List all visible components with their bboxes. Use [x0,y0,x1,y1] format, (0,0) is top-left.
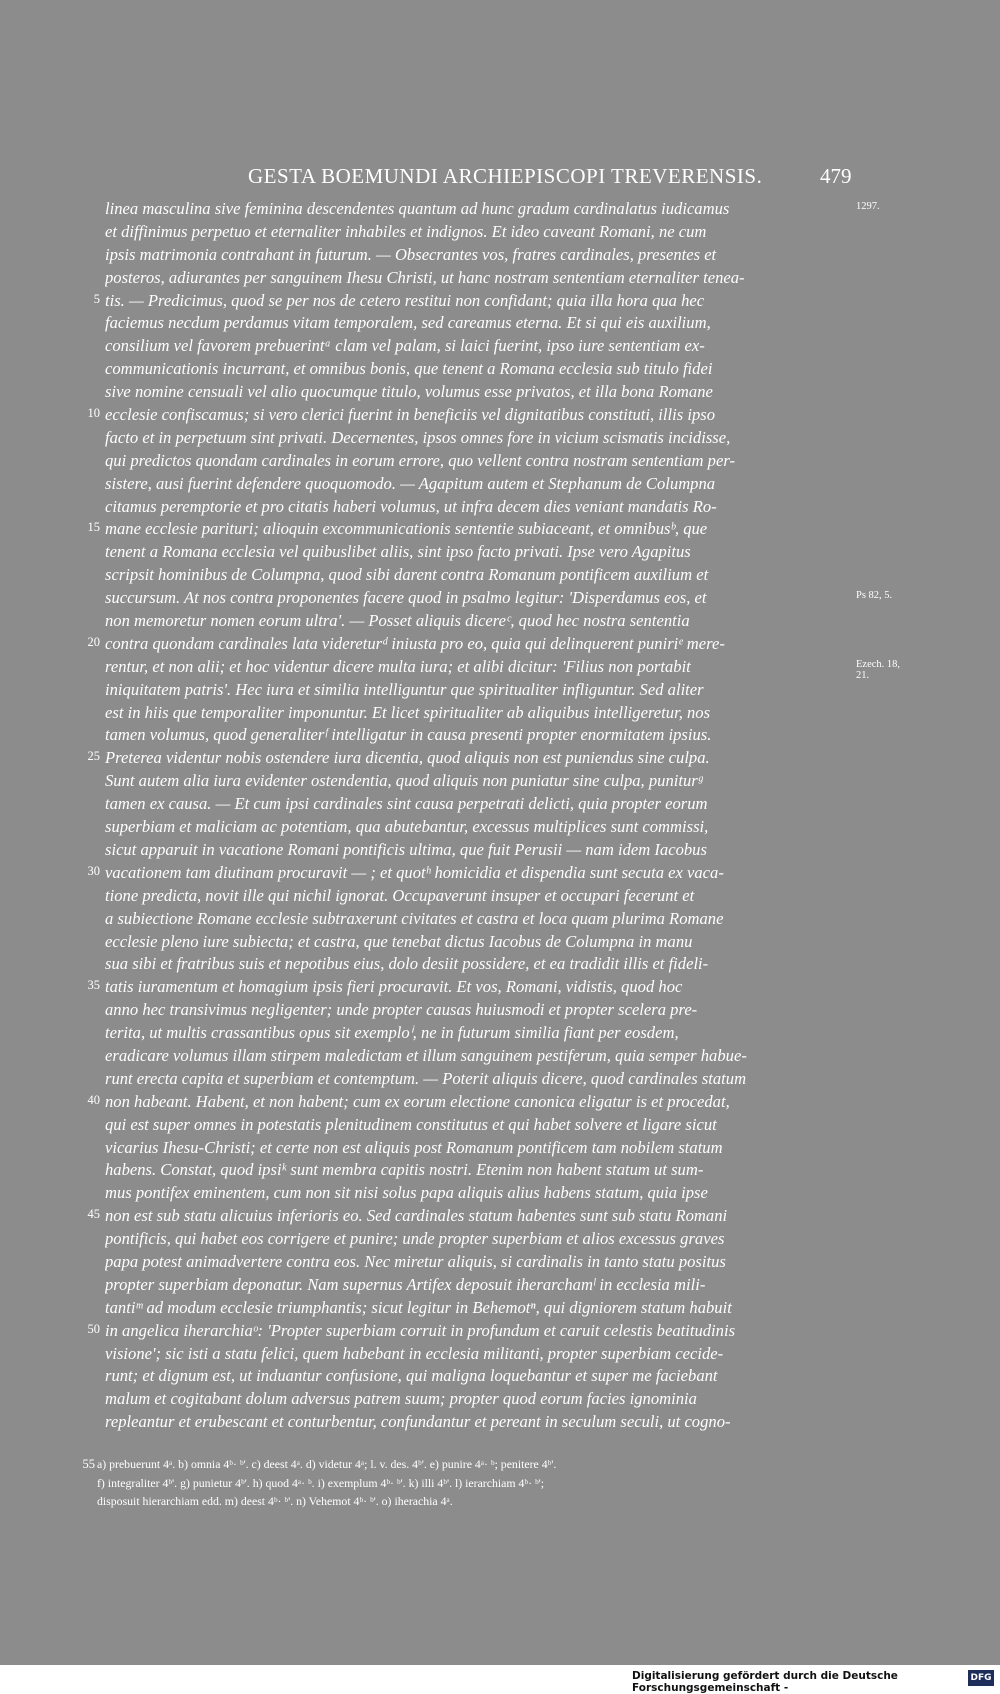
line-text: sistere, ausi fuerint defendere quoquomodo. — Agapitum autem et Stephanum de Columpna [105,473,716,493]
footnotes [0,1456,1000,1512]
line-number: 25 [87,749,100,764]
line-text: tatis iuramentum et homagium ipsis fieri procuravit. Et vos, Romani, vidistis, quod hoc [105,977,683,997]
line-number: 45 [87,1207,100,1222]
text-line [0,747,1000,770]
line-text: succursum. At nos contra proponentes facere quod in psalmo legitur: 'Disperdamus eos, et [105,588,707,608]
line-text: non memoretur nomen eorum ultra'. — Posset aliquis dicereᶜ, quod hec nostra sententia [105,611,690,631]
text-line [0,1228,1000,1251]
line-text: sive nomine censuali vel alio quocumque titulo, volumus esse privatos, et illa bona Romane [105,382,713,402]
margin-note: 1297. [856,201,880,212]
text-line [0,473,1000,496]
text-line [0,702,1000,725]
text-line [0,1411,1000,1434]
line-text: in angelica iherarchiaᵒ: 'Propter superbiam corruit in profundum et caruit celestis beatitudinis [105,1320,736,1340]
line-number: 10 [87,406,100,421]
footnote-text: f) integraliter 4ᵇ'. g) punietur 4ᵇ'. h) quod 4ᵃ· ᵇ. i) exemplum 4ᵇ· ᵇ'. k) illi 4ᵇ'. l) ierarchiam 4ᵇ· ᵇ'; [97,1475,544,1490]
line-text: scripsit hominibus de Columpna, quod sibi darent contra Romanum pontificem auxilium et [105,565,709,585]
line-text: non est sub statu alicuius inferioris eo. Sed cardinales statum habentes sunt sub statu Romani [105,1206,728,1226]
text-line [0,1068,1000,1091]
footnote-text: a) prebuerunt 4ᵃ. b) omnia 4ᵇ· ᵇ'. c) deest 4ᵃ. d) videtur 4ᵃ; l. v. des. 4ᵇ'. e) punire 4ᵃ· ᵇ; penitere 4ᵇ'. [97,1457,557,1471]
line-text: repleantur et erubescant et conturbentur, confundantur et pereant in seculum seculi, ut cogno- [105,1412,731,1432]
dfg-logo: DFG [968,1670,994,1686]
line-number: 55 [82,1457,95,1471]
line-text: malum et cogitabant dolum adversus patrem suum; propter quod eorum facies ignominia [105,1389,697,1409]
text-line [0,358,1000,381]
line-text: qui predictos quondam cardinales in eorum errore, quo vellent contra nostram sententiam per- [105,450,735,470]
text-line [0,885,1000,908]
line-number: 40 [87,1092,100,1107]
line-text: tamen volumus, quod generaliterᶠ intelligatur in causa presenti propter enormitatem ipsius. [105,725,712,745]
text-line [0,198,1000,221]
line-text: ecclesie pleno iure subiecta; et castra, que tenebat dictus Iacobus de Columpna in manu [105,931,693,951]
line-text: contra quondam cardinales lata videreturᵈ iniusta pro eo, quia qui delinquerent puniriᵉ mere- [105,633,725,653]
text-line [0,1182,1000,1205]
line-text: consilium vel favorem prebuerintᵃ clam vel palam, si laici fuerint, ipso iure sententiam ex- [105,336,705,356]
line-text: tione predicta, novit ille qui nichil ignorat. Occupaverunt insuper et occupari fecerunt et [105,885,695,905]
text-line [0,633,1000,656]
text-line [0,816,1000,839]
line-number: 30 [87,863,100,878]
text-line [0,999,1000,1022]
text-line [0,1274,1000,1297]
text-line [0,1251,1000,1274]
text-line [0,312,1000,335]
margin-note: Ps 82, 5. [856,590,893,602]
footnote-line [0,1493,1000,1512]
line-text: sua sibi et fratribus suis et nepotibus eius, dolo desiit possidere, et ea tradidit illis et fideli- [105,954,709,974]
text-line [0,541,1000,564]
text-line [0,427,1000,450]
line-text: mus pontifex eminentem, cum non sit nisi solus papa aliquis alius habens statum, quia ipse [105,1183,708,1203]
line-text: anno hec transivimus negligenter; unde propter causas huiusmodi et propter scelera pre- [105,1000,698,1020]
line-text: posteros, adiurantes per sanguinem Ihesu Christi, ut hanc nostram sententiam eternaliter tenea- [105,267,745,287]
text-line [0,496,1000,519]
line-text: superbiam et maliciam ac potentiam, qua abutebantur, excessus multiplices sunt commissi, [105,817,709,837]
line-text: et diffinimus perpetuo et eternaliter inhabiles et indignos. Et ideo caveant Romani, ne cum [105,221,707,241]
line-text: qui est super omnes in potestatis plenitudinem constitutus et qui habet solvere et ligare sicut [105,1114,717,1134]
footnote-line [0,1456,1000,1475]
text-line [0,908,1000,931]
text-line [0,1137,1000,1160]
line-text: mane ecclesie parituri; alioquin excommunicationis sententie subiaceant, et omnibusᵇ, que [105,519,708,539]
line-text: est in hiis que temporaliter imponuntur. Et licet spiritualiter ab aliquibus intelligeretur, nos [105,702,711,722]
text-line [0,381,1000,404]
line-text: habens. Constat, quod ipsiᵏ sunt membra capitis nostri. Etenim non habent statum ut sum- [105,1160,704,1180]
line-text: non habeant. Habent, et non habent; cum ex eorum electione canonica eligatur is et procedat, [105,1091,730,1111]
text-line [0,221,1000,244]
running-title: GESTA BOEMUNDI ARCHIEPISCOPI TREVERENSIS. [248,164,763,188]
line-text: tantiᵐ ad modum ecclesie triumphantis; sicut legitur in Behemotⁿ, qui digniorem statum habuit [105,1297,732,1317]
margin-note: Ezech. 18, 21. [856,658,901,681]
line-number: 5 [93,291,100,306]
line-number: 50 [87,1321,100,1336]
line-text: vacationem tam diutinam procuravit — ; et quotʰ homicidia et dispendia sunt secuta ex vaca- [105,862,724,882]
line-text: faciemus necdum perdamus vitam temporalem, sed careamus eterna. Et si qui eis auxilium, [105,313,711,333]
text-line [0,1343,1000,1366]
line-text: terita, ut multis crassantibus opus sit exemploⁱ, ne in futurum similia fiant per eosdem, [105,1023,679,1043]
text-line [0,518,1000,541]
text-line [0,1159,1000,1182]
text-line [0,1205,1000,1228]
text-line [0,953,1000,976]
line-text: citamus peremptorie et pro citatis haberi volumus, ut infra decem dies veniant mandatis Ro- [105,496,717,516]
line-text: ecclesie confiscamus; si vero clerici fuerint in beneficiis vel dignitatibus constituti, illis ipso [105,405,716,425]
line-number: 15 [87,520,100,535]
line-text: rentur, et non alii; et hoc videntur dicere multa iura; et alibi dicitur: 'Filius non portabit [105,656,691,676]
text-line [0,770,1000,793]
text-line [0,610,1000,633]
main-text [0,198,1000,1434]
text-line [0,1022,1000,1045]
line-text: ipsis matrimonia contrahant in futurum. — Obsecrantes vos, fratres cardinales, presentes et [105,244,717,264]
line-text: tenent a Romana ecclesia vel quibuslibet aliis, sint ipso facto privati. Ipse vero Agapitus [105,542,691,562]
line-text: communicationis incurrant, et omnibus bonis, que tenent a Romana ecclesia sub titulo fidei [105,359,713,379]
page-number: 479 [820,164,852,188]
text-line [0,1320,1000,1343]
line-text: runt erecta capita et superbiam et contemptum. — Poterit aliquis dicere, quod cardinales statum [105,1068,747,1088]
text-line [0,679,1000,702]
digitization-credit: Digitalisierung gefördert durch die Deutsche Forschungsgemeinschaft - [632,1670,898,1694]
text-line [0,839,1000,862]
text-line [0,793,1000,816]
text-line [0,1091,1000,1114]
text-line [0,976,1000,999]
running-header [0,164,1000,188]
line-text: linea masculina sive feminina descendentes quantum ad hunc gradum cardinalatus iudicamus [105,199,730,218]
text-line [0,1388,1000,1411]
line-text: tamen ex causa. — Et cum ipsi cardinales sint causa perpetrati delicti, quia propter eorum [105,794,708,814]
line-text: Preterea videntur nobis ostendere iura dicentia, quod aliquis non est puniendus sine culpa. [105,748,710,768]
line-text: runt; et dignum est, ut induantur confusione, qui maligna loquebantur et super me faciebant [105,1366,718,1386]
line-text: papa potest animadvertere contra eos. Nec miretur aliquis, si cardinalis in tanto statu positus [105,1251,726,1271]
line-text: eradicare volumus illam stirpem maledictam et illum sanguinem pestiferum, quia semper habue- [105,1045,747,1065]
text-line [0,267,1000,290]
text-line [0,290,1000,313]
text-line [0,335,1000,358]
text-line [0,1297,1000,1320]
line-text: tis. — Predicimus, quod se per nos de cetero restitui non confidant; quia illa hora qua hec [105,290,705,310]
line-number: 35 [87,978,100,993]
line-text: iniquitatem patris'. Hec iura et similia intelliguntur que spiritualiter infliguntur. Sed aliter [105,679,704,699]
line-text: Sunt autem alia iura evidenter ostendentia, quod aliquis non puniatur sine culpa, puniturᵍ [105,771,703,791]
text-line [0,656,1000,679]
text-line [0,1114,1000,1137]
line-number: 20 [87,634,100,649]
footnote-line [0,1475,1000,1494]
text-line [0,1045,1000,1068]
line-text: pontificis, qui habet eos corrigere et punire; unde propter superbiam et alios excessus graves [105,1229,725,1249]
text-line [0,404,1000,427]
text-line [0,1365,1000,1388]
line-text: a subiectione Romane ecclesie subtraxerunt civitates et castra et loca quam plurima Romane [105,908,724,928]
text-line [0,587,1000,610]
line-text: visione'; sic isti a statu felici, quem habebant in ecclesia militanti, propter superbiam cecide- [105,1343,724,1363]
footnote-text: disposuit hierarchiam edd. m) deest 4ᵇ· ᵇ'. n) Vehemot 4ᵇ· ᵇ'. o) iherachia 4ᵃ. [97,1494,453,1508]
line-text: propter superbiam deponatur. Nam supernus Artifex deposuit iherarchamˡ in ecclesia mili- [105,1274,706,1294]
line-text: sicut apparuit in vacatione Romani pontificis ultima, que fuit Perusii — nam idem Iacobus [105,839,707,859]
line-text: facto et in perpetuum sint privati. Decernentes, ipsos omnes fore in vicium scismatis incidisse, [105,427,731,447]
text-line [0,564,1000,587]
line-text: vicarius Ihesu-Christi; et certe non est aliquis post Romanum pontificem tam nobilem statum [105,1137,723,1157]
text-line [0,862,1000,885]
text-line [0,244,1000,267]
text-line [0,724,1000,747]
text-line [0,450,1000,473]
text-line [0,931,1000,954]
